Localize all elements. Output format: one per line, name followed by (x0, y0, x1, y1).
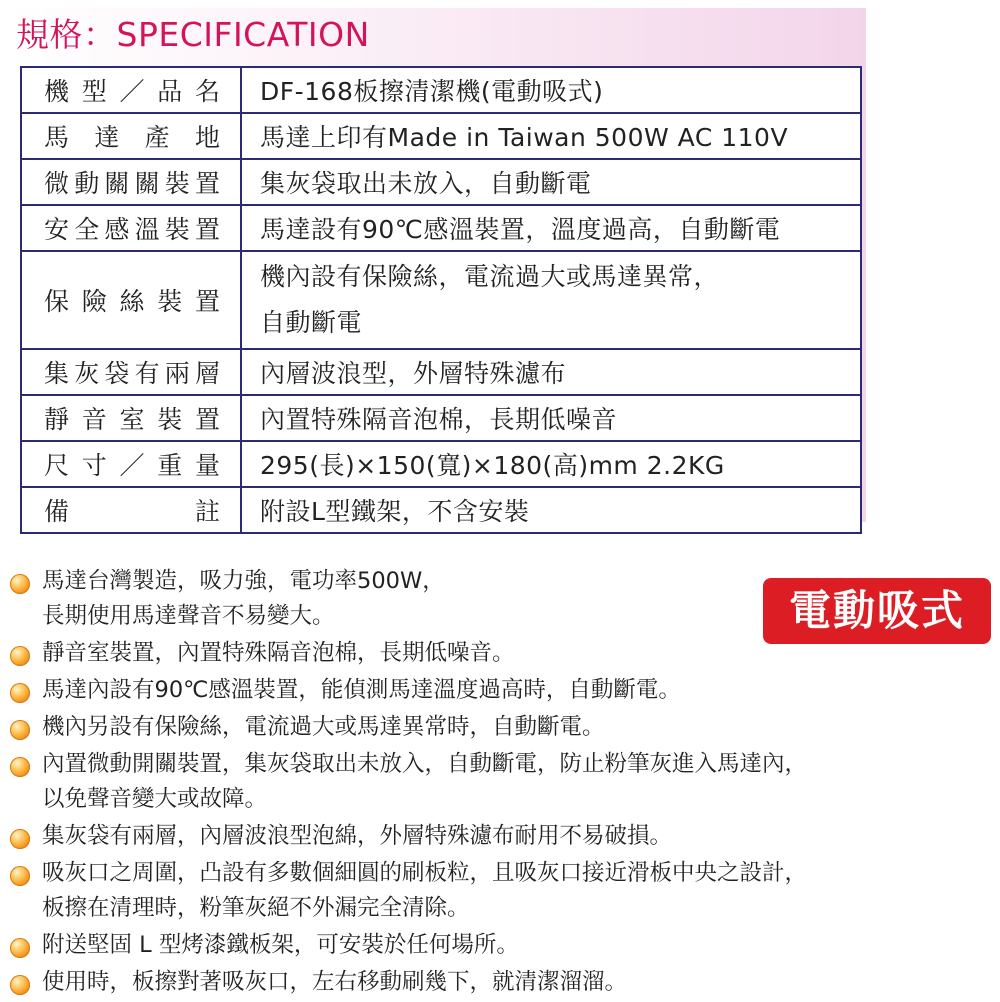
orange-dot-bullet-icon (10, 938, 30, 958)
orange-dot-bullet-icon (10, 683, 30, 703)
feature-item (8, 564, 732, 634)
page-title: 規格：SPECIFICATION (16, 15, 370, 54)
orange-dot-bullet-icon (10, 866, 30, 886)
orange-dot-bullet-icon (10, 757, 30, 777)
spec-value: 附設L型鐵架，不含安裝 (241, 487, 861, 533)
feature-line: 集灰袋有兩層，內層波浪型泡綿，外層特殊濾布耐用不易破損。 (42, 823, 673, 849)
spec-value: 馬達上印有Made in Taiwan 500W AC 110V (241, 113, 861, 159)
feature-line: 吸灰口之周圍，凸設有多數個細圓的刷板粒，且吸灰口接近滑板中央之設計， (42, 860, 808, 886)
table-row (21, 251, 861, 349)
feature-line: 馬達台灣製造，吸力強，電功率500W， (42, 568, 445, 594)
feature-item (8, 928, 993, 963)
table-row (21, 159, 861, 205)
feature-item (8, 747, 993, 817)
feature-item (8, 636, 993, 671)
spec-value: 295(長)×150(寬)×180(高)mm 2.2KG (241, 441, 861, 487)
feature-line: 機內另設有保險絲，電流過大或馬達異常時，自動斷電。 (42, 714, 605, 740)
table-row (21, 205, 861, 251)
spec-label: 靜音室裝置 (21, 395, 241, 441)
feature-item (8, 673, 993, 708)
feature-item (8, 710, 993, 745)
feature-line: 附送堅固 L 型烤漆鐵板架，可安裝於任何場所。 (42, 932, 519, 958)
feature-line: 使用時，板擦對著吸灰口，左右移動刷幾下，就清潔溜溜。 (42, 969, 628, 995)
table-row (21, 349, 861, 395)
orange-dot-bullet-icon (10, 646, 30, 666)
spec-value: DF-168板擦清潔機(電動吸式) (241, 67, 861, 113)
spec-label: 集灰袋有兩層 (21, 349, 241, 395)
feature-line: 靜音室裝置，內置特殊隔音泡棉，長期低噪音。 (42, 640, 515, 666)
spec-value-line: 自動斷電 (260, 308, 363, 337)
orange-dot-bullet-icon (10, 720, 30, 740)
spec-value: 集灰袋取出未放入，自動斷電 (241, 159, 861, 205)
feature-item (8, 819, 993, 854)
spec-label: 保險絲裝置 (21, 251, 241, 349)
spec-value: 內置特殊隔音泡棉，長期低噪音 (241, 395, 861, 441)
feature-line: 馬達內設有90℃感溫裝置，能偵測馬達溫度過高時，自動斷電。 (42, 677, 681, 703)
feature-list (8, 564, 993, 1002)
spec-value (241, 251, 861, 349)
feature-line: 板擦在清理時，粉筆灰絕不外漏完全清除。 (42, 895, 470, 921)
orange-dot-bullet-icon (10, 829, 30, 849)
spec-label: 尺寸／重量 (21, 441, 241, 487)
spec-value: 內層波浪型，外層特殊濾布 (241, 349, 861, 395)
feature-item (8, 856, 993, 926)
feature-line: 以免聲音變大或故障。 (42, 786, 268, 812)
table-row (21, 487, 861, 533)
spec-label: 微動關關裝置 (21, 159, 241, 205)
table-row (21, 67, 861, 113)
electric-suction-badge: 電動吸式 (763, 578, 991, 644)
spec-value-line: 機內設有保險絲，電流過大或馬達異常， (260, 262, 720, 291)
table-row (21, 113, 861, 159)
spec-label: 機型／品名 (21, 67, 241, 113)
spec-label: 備註 (21, 487, 241, 533)
spec-table (20, 66, 862, 534)
feature-line: 內置微動開關裝置，集灰袋取出未放入，自動斷電，防止粉筆灰進入馬達內， (42, 751, 808, 777)
spec-label: 馬達產地 (21, 113, 241, 159)
spec-value: 馬達設有90℃感溫裝置，溫度過高，自動斷電 (241, 205, 861, 251)
table-row (21, 441, 861, 487)
spec-label: 安全感溫裝置 (21, 205, 241, 251)
feature-line: 長期使用馬達聲音不易變大。 (42, 603, 335, 629)
feature-item (8, 965, 993, 1000)
table-row (21, 395, 861, 441)
orange-dot-bullet-icon (10, 574, 30, 594)
orange-dot-bullet-icon (10, 975, 30, 995)
